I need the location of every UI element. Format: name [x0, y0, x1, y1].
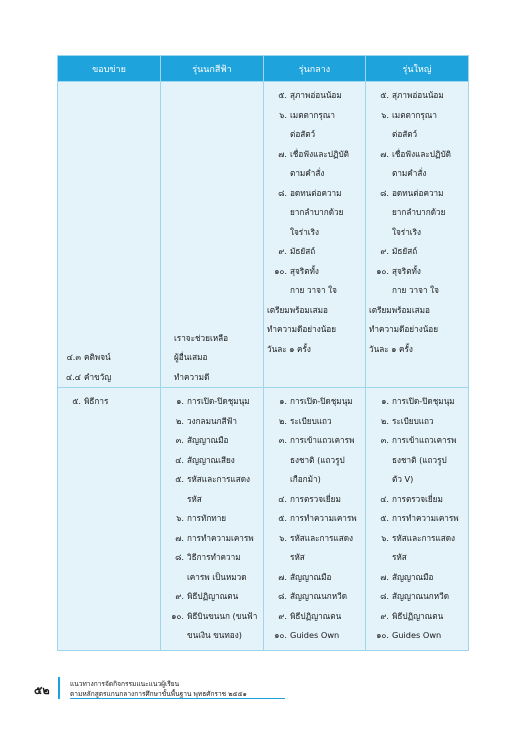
item-text: อดทนต่อความ: [392, 187, 444, 198]
item-continuation: รหัส: [187, 493, 202, 504]
item-text: มัธยัสถ์: [290, 246, 316, 256]
item-number: ๘.: [380, 187, 389, 198]
list-item: [369, 568, 465, 588]
list-item: [267, 509, 362, 529]
item-continuation: ธงชาติ (แถวรูป: [290, 454, 345, 465]
list-item: [267, 242, 362, 262]
item-text: คำขวัญ: [84, 371, 112, 382]
list-item: [61, 368, 158, 388]
list-item: [369, 86, 465, 106]
item-text: รหัสและการแสดง: [187, 474, 251, 484]
list-item: [164, 412, 260, 432]
item-number: ๗.: [380, 148, 389, 159]
text-line: ผู้อื่นเสมอ: [174, 352, 208, 362]
item-continuation: กาย วาจา ใจ: [290, 285, 337, 295]
list-item: [267, 529, 362, 549]
list-item: [164, 431, 260, 451]
row2-scope-cell: [58, 388, 161, 651]
list-item: [164, 529, 260, 549]
item-continuation: ตัว V): [392, 474, 414, 484]
list-item: [267, 607, 362, 627]
text-line: วันละ ๑ ครั้ง: [369, 343, 413, 354]
item-number: ๓.: [380, 435, 389, 445]
list-item: [164, 470, 260, 490]
item-number: ๙.: [380, 246, 389, 256]
item-number: ๑๐.: [376, 265, 389, 276]
item-number: ๖.: [381, 532, 389, 543]
item-text: การทำความเคารพ: [392, 513, 459, 523]
item-text: สุจริตทั้ง: [290, 265, 319, 276]
item-text: การทักทาย: [187, 513, 227, 523]
item-number: ๓.: [175, 435, 184, 445]
list-item: [369, 490, 465, 510]
item-number: ๔.๔: [66, 371, 81, 382]
row1-middle-cell: [264, 82, 366, 388]
item-text: การตรวจเยี่ยม: [392, 493, 443, 504]
item-text: รหัสและการแสดง: [392, 532, 456, 543]
item-number: ๔.: [278, 493, 287, 504]
item-number: ๑.: [279, 396, 287, 406]
list-item: [267, 587, 362, 607]
item-text: รหัสและการแสดง: [290, 532, 354, 543]
list-item: [164, 607, 260, 627]
item-number: ๔.๓: [66, 352, 81, 362]
list-item: [267, 412, 362, 432]
list-item: [164, 451, 260, 471]
item-text: ระเบียบแถว: [290, 415, 332, 426]
item-continuation: ยากลำบากด้วย: [290, 207, 344, 217]
item-text: สัญญาณนกหวีด: [290, 591, 348, 601]
item-number: ๒.: [176, 415, 184, 426]
list-item: [369, 145, 465, 165]
list-item: [267, 262, 362, 282]
text-line: เตรียมพร้อมเสมอ: [369, 304, 430, 315]
item-continuation: ใจร่าเริง: [392, 226, 421, 237]
item-text: สุภาพอ่อนน้อม: [392, 90, 444, 100]
item-number: ๑.: [381, 396, 389, 406]
item-text: Guides Own: [290, 630, 340, 640]
item-text: สัญญาณมือ: [392, 571, 434, 582]
item-number: ๗.: [278, 571, 287, 582]
item-text: พิธีบินขนนก (ขนฟ้า: [187, 610, 258, 621]
item-continuation: ขนเงิน ขนทอง): [187, 630, 242, 640]
item-continuation: ต่อสัตว์: [392, 129, 418, 139]
item-number: ๙.: [380, 610, 389, 621]
list-item: [267, 145, 362, 165]
item-continuation: รหัส: [392, 552, 407, 562]
row1-scope-cell: [58, 82, 161, 388]
list-item: [267, 626, 362, 646]
item-text: สุจริตทั้ง: [392, 265, 421, 276]
list-item: [267, 568, 362, 588]
item-number: ๕.: [72, 396, 81, 406]
item-text: คติพจน์: [84, 352, 111, 362]
item-text: เชื่อฟังและปฏิบัติ: [290, 148, 349, 159]
text-line: ทำความดี: [174, 371, 210, 382]
list-item: [369, 587, 465, 607]
list-item: [369, 607, 465, 627]
list-item: [61, 348, 158, 368]
item-number: ๙.: [175, 591, 184, 601]
item-text: การทำความเคารพ: [187, 532, 254, 543]
item-number: ๖.: [381, 109, 389, 120]
item-text: การเปิด-ปิดชุมนุม: [392, 396, 455, 406]
list-item: [369, 184, 465, 204]
item-number: ๕.: [380, 90, 389, 100]
item-text: พิธีการ: [84, 396, 109, 406]
item-continuation: ใจร่าเริง: [290, 226, 319, 237]
item-text: วงกลมนกสีฟ้า: [187, 415, 237, 426]
list-item: [267, 431, 362, 451]
item-text: การทำความเคารพ: [290, 513, 357, 523]
item-continuation: ตามคำสั่ง: [290, 168, 325, 178]
item-continuation: ต่อสัตว์: [290, 129, 316, 139]
page-footer: [34, 677, 294, 705]
row1-senior-cell: [366, 82, 469, 388]
item-number: ๖.: [279, 109, 287, 120]
item-text: พิธีปฏิญาณตน: [187, 591, 239, 601]
list-item: [267, 106, 362, 126]
item-number: ๘.: [175, 552, 184, 562]
table-header-row: [58, 56, 469, 82]
page-number: ๕๒: [34, 684, 50, 697]
list-item: [369, 106, 465, 126]
item-number: ๕.: [380, 513, 389, 523]
item-text: การเปิด-ปิดชุมนุม: [187, 396, 250, 406]
item-text: อดทนต่อความ: [290, 187, 342, 198]
row2-bluebird-cell: [161, 388, 264, 651]
row2-middle-cell: [264, 388, 366, 651]
header-bluebird: รุ่นนกสีฟ้า: [161, 56, 264, 82]
item-text: เมตตากรุณา: [290, 109, 335, 120]
text-line: ทำความดีอย่างน้อย: [267, 324, 337, 334]
list-item: [164, 509, 260, 529]
list-item: [267, 184, 362, 204]
item-number: ๓.: [278, 435, 287, 445]
row2-senior-cell: [366, 388, 469, 651]
item-continuation: เคารพ เป็นหมวด: [187, 571, 247, 582]
list-item: [164, 587, 260, 607]
list-item: [267, 86, 362, 106]
item-number: ๘.: [380, 591, 389, 601]
item-text: พิธีปฏิญาณตน: [392, 610, 444, 621]
table-row: [58, 82, 469, 388]
item-number: ๒.: [381, 415, 389, 426]
footer-divider: [58, 677, 60, 699]
list-item: [369, 392, 465, 412]
text-line: ทำความดีอย่างน้อย: [369, 324, 439, 334]
item-number: ๘.: [278, 187, 287, 198]
item-number: ๖.: [176, 513, 184, 523]
item-number: ๙.: [278, 610, 287, 621]
item-number: ๑๐.: [274, 630, 287, 640]
list-item: [369, 431, 465, 451]
item-text: สัญญาณนกหวีด: [392, 591, 450, 601]
item-continuation: ธงชาติ (แถวรูป: [392, 454, 447, 465]
item-continuation: ตามคำสั่ง: [392, 168, 427, 178]
item-number: ๑.: [176, 396, 184, 406]
footer-book-title: แนวทางการจัดกิจกรรมแนะแนวผู้เรียน: [70, 680, 180, 688]
list-item: [369, 242, 465, 262]
header-middle: รุ่นกลาง: [264, 56, 366, 82]
text-line: เตรียมพร้อมเสมอ: [267, 304, 328, 315]
list-item: [61, 392, 157, 412]
item-continuation: กาย วาจา ใจ: [392, 285, 439, 295]
item-number: ๙.: [278, 246, 287, 256]
item-text: เมตตากรุณา: [392, 109, 437, 120]
item-number: ๑๐.: [171, 610, 184, 621]
item-number: ๑๐.: [376, 630, 389, 640]
item-text: สุภาพอ่อนน้อม: [290, 90, 342, 100]
item-text: ระเบียบแถว: [392, 415, 434, 426]
item-text: การตรวจเยี่ยม: [290, 493, 341, 504]
row1-bluebird-cell: [161, 82, 264, 388]
item-text: พิธีปฏิญาณตน: [290, 610, 342, 621]
list-item: [369, 529, 465, 549]
item-number: ๔.: [380, 493, 389, 504]
list-item: [369, 509, 465, 529]
item-number: ๕.: [278, 513, 287, 523]
footer-underline: [70, 698, 285, 699]
item-text: Guides Own: [392, 630, 442, 640]
header-scope: ขอบข่าย: [58, 56, 161, 82]
item-number: ๑๐.: [274, 265, 287, 276]
item-continuation: ยากลำบากด้วย: [392, 207, 446, 217]
item-number: ๘.: [278, 591, 287, 601]
item-text: วิธีการทำความ: [187, 552, 241, 562]
footer-curriculum: ตามหลักสูตรแกนกลางการศึกษาขั้นพื้นฐาน พุทธศักราช ๒๕๕๑: [70, 690, 247, 698]
item-text: การเปิด-ปิดชุมนุม: [290, 396, 353, 406]
item-continuation: เกือกม้า): [290, 474, 321, 484]
table-row: [58, 388, 469, 651]
item-number: ๗.: [380, 571, 389, 582]
item-number: ๔.: [175, 454, 184, 465]
item-text: สัญญาณมือ: [290, 571, 332, 582]
item-number: ๕.: [175, 474, 184, 484]
list-item: [369, 626, 465, 646]
item-number: ๗.: [278, 148, 287, 159]
item-continuation: รหัส: [290, 552, 305, 562]
list-item: [267, 392, 362, 412]
item-text: การเข้าแถวเคารพ: [290, 435, 355, 445]
item-text: มัธยัสถ์: [392, 246, 418, 256]
list-item: [369, 262, 465, 282]
scout-curriculum-table: [57, 55, 469, 651]
text-line: วันละ ๑ ครั้ง: [267, 343, 311, 354]
list-item: [164, 392, 260, 412]
list-item: [267, 490, 362, 510]
list-item: [369, 412, 465, 432]
header-senior: รุ่นใหญ่: [366, 56, 469, 82]
item-text: สัญญาณมือ: [187, 435, 229, 445]
item-number: ๒.: [279, 415, 287, 426]
item-number: ๗.: [175, 532, 184, 543]
item-text: การเข้าแถวเคารพ: [392, 435, 457, 445]
item-number: ๕.: [278, 90, 287, 100]
item-number: ๖.: [279, 532, 287, 543]
list-item: [164, 548, 260, 568]
text-line: เราจะช่วยเหลือ: [174, 332, 229, 343]
item-text: สัญญาณเสียง: [187, 454, 235, 465]
item-text: เชื่อฟังและปฏิบัติ: [392, 148, 451, 159]
